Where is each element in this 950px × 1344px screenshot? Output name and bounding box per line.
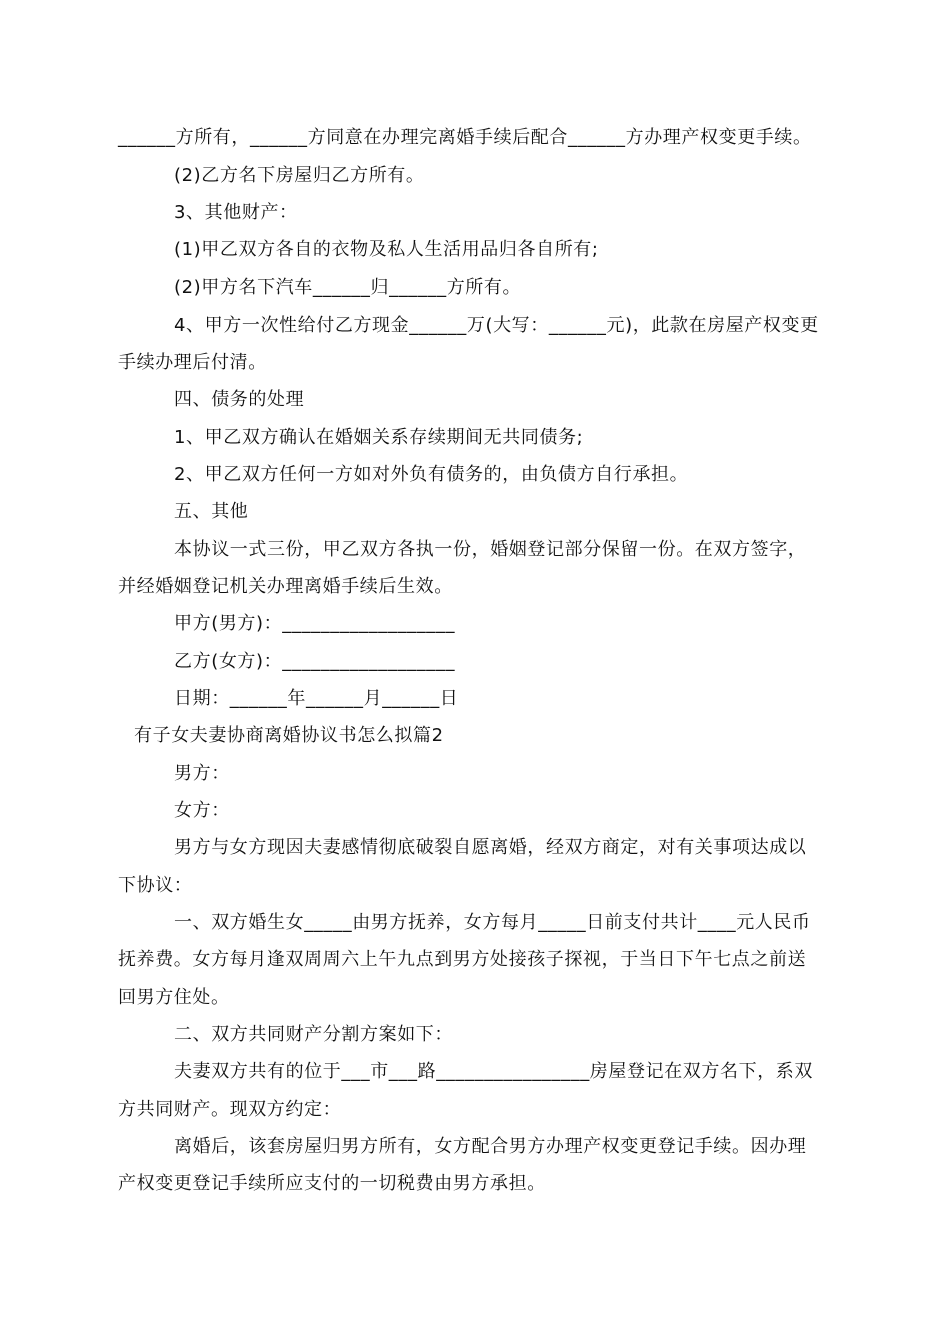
article-title: 有子女夫妻协商离婚协议书怎么拟篇2: [134, 725, 444, 746]
text-line: 下协议：: [118, 875, 193, 896]
text-line: 1、甲乙双方确认在婚姻关系存续期间无共同债务;: [174, 427, 584, 448]
text-line: 2、甲乙双方任何一方如对外负有债务的，由负债方自行承担。: [174, 464, 689, 485]
date-line: 日期：______年______月______日: [174, 688, 459, 709]
text-line: 本协议一式三份，甲乙双方各执一份，婚姻登记部分保留一份。在双方签字，: [174, 539, 807, 560]
text-line: 方共同财产。现双方约定：: [118, 1099, 342, 1120]
text-line: 回男方住处。: [118, 987, 230, 1008]
text-line: 4、甲方一次性给付乙方现金______万(大写：______元)，此款在房屋产权变更: [174, 315, 819, 336]
text-line: 女方：: [174, 800, 230, 821]
section-heading: 四、债务的处理: [174, 389, 305, 410]
text-line: 离婚后，该套房屋归男方所有，女方配合男方办理产权变更登记手续。因办理: [174, 1136, 807, 1157]
text-line: 产权变更登记手续所应支付的一切税费由男方承担。: [118, 1173, 546, 1194]
text-line: 手续办理后付清。: [118, 352, 267, 373]
text-line: 一、双方婚生女_____由男方抚养，女方每月_____日前支付共计____元人民币: [174, 912, 811, 933]
section-heading: 二、双方共同财产分割方案如下：: [174, 1024, 453, 1045]
text-line: (2)乙方名下房屋归乙方所有。: [174, 165, 425, 186]
text-line: 男方：: [174, 763, 230, 784]
text-line: 夫妻双方共有的位于___市___路________________房屋登记在双方名下，系双: [174, 1061, 813, 1082]
text-line: ______方所有，______方同意在办理完离婚手续后配合______方办理产权变更手续。: [118, 127, 812, 148]
text-line: (1)甲乙双方各自的衣物及私人生活用品归各自所有;: [174, 239, 599, 260]
text-line: 抚养费。女方每月逢双周周六上午九点到男方处接孩子探视，于当日下午七点之前送: [118, 949, 807, 970]
signature-line-party-a: 甲方(男方)：__________________: [174, 613, 456, 634]
text-line: 3、其他财产：: [174, 202, 298, 223]
text-line: 并经婚姻登记机关办理离婚手续后生效。: [118, 576, 453, 597]
text-line: (2)甲方名下汽车______归______方所有。: [174, 277, 522, 298]
section-heading: 五、其他: [174, 501, 249, 522]
text-line: 男方与女方现因夫妻感情彻底破裂自愿离婚，经双方商定，对有关事项达成以: [174, 837, 807, 858]
signature-line-party-b: 乙方(女方)：__________________: [174, 651, 456, 672]
